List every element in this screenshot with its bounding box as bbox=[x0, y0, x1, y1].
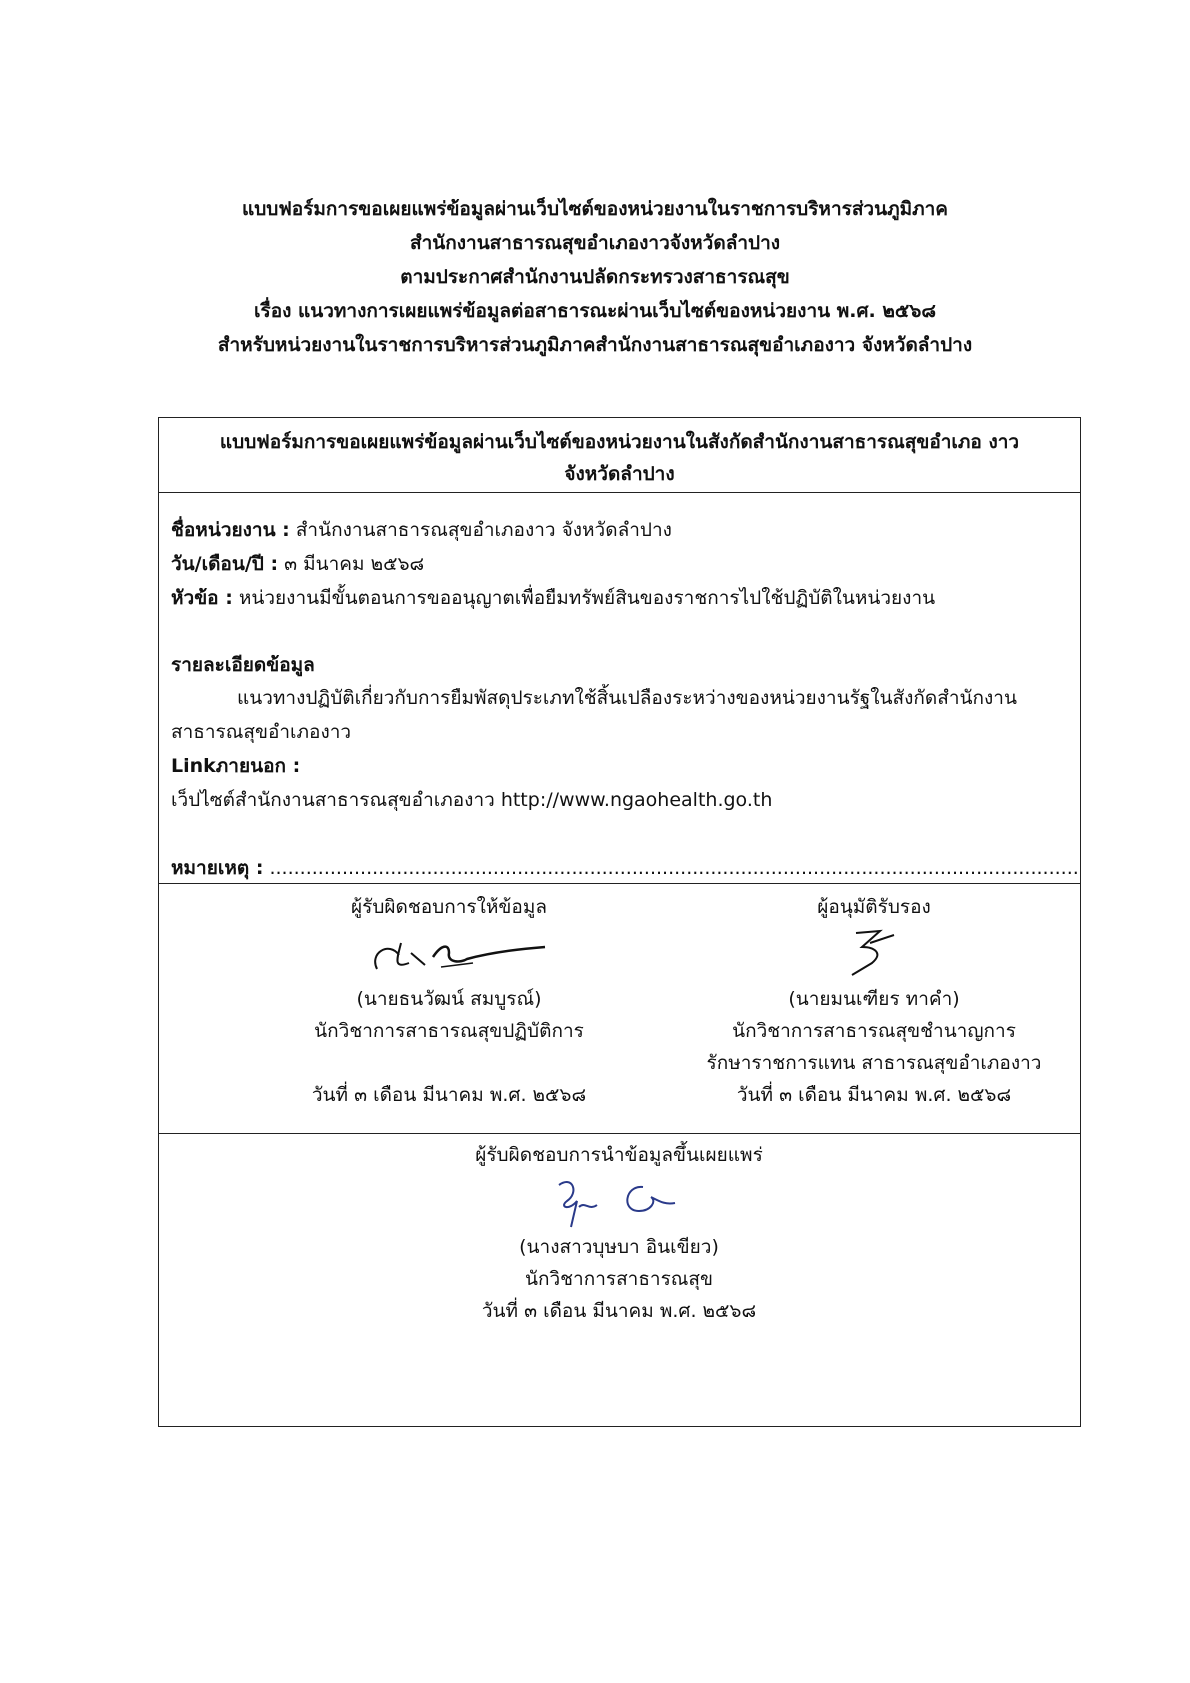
unit-label: ชื่อหน่วยงาน : bbox=[171, 519, 290, 541]
header-line-2: สำนักงานสาธารณสุขอำเภองาวจังหวัดลำปาง bbox=[409, 232, 781, 254]
header-line-3: ตามประกาศสำนักงานปลัดกระทรวงสาธารณสุข bbox=[400, 266, 790, 288]
form-title-line-1: แบบฟอร์มการขอเผยแพร่ข้อมูลผ่านเว็บไซต์ของหน่วยงานในสังกัดสำนักงานสาธารณสุขอำเภอ งาว bbox=[219, 431, 1020, 453]
remark-field bbox=[171, 853, 1079, 883]
form-title-row bbox=[159, 418, 1080, 493]
approver-signature-image bbox=[814, 923, 934, 983]
topic-field bbox=[171, 583, 935, 613]
link-value: เว็ปไซต์สำนักงานสาธารณสุขอำเภองาว http://www.ngaohealth.go.th bbox=[171, 789, 773, 811]
provider-position: นักวิชาการสาธารณสุขปฏิบัติการ bbox=[314, 1020, 584, 1042]
approver-signature-block bbox=[689, 891, 1059, 1111]
approver-name: (นายมนเฑียร ทาคำ) bbox=[788, 988, 960, 1010]
signature-divider-bottom bbox=[159, 1133, 1080, 1134]
detail-line-2: สาธารณสุขอำเภองาว bbox=[171, 721, 352, 743]
approver-date: วันที่ ๓ เดือน มีนาคม พ.ศ. ๒๕๖๘ bbox=[736, 1084, 1012, 1106]
publication-form-table bbox=[158, 417, 1081, 1427]
form-title-line-2: จังหวัดลำปาง bbox=[564, 463, 675, 485]
approver-position: นักวิชาการสาธารณสุขชำนาญการ bbox=[732, 1020, 1016, 1042]
unit-field bbox=[171, 515, 672, 545]
remark-dots: ...................................................................................................................................... bbox=[269, 857, 1079, 879]
header-line-4: เรื่อง แนวทางการเผยแพร่ข้อมูลต่อสาธารณะผ่านเว็บไซต์ของหน่วยงาน พ.ศ. ๒๕๖๘ bbox=[254, 300, 936, 322]
detail-heading bbox=[171, 650, 315, 680]
detail-line-1: แนวทางปฏิบัติเกี่ยวกับการยืมพัสดุประเภทใช้สิ้นเปลืองระหว่างของหน่วยงานรัฐในสังกัดสำนักงาน bbox=[237, 687, 1017, 709]
form-info-row bbox=[159, 493, 1080, 1339]
signature-divider-top bbox=[159, 883, 1080, 884]
publisher-name: (นางสาวบุษบา อินเขียว) bbox=[519, 1236, 719, 1258]
provider-signature-image bbox=[349, 923, 549, 983]
provider-signature-block bbox=[269, 891, 629, 1111]
date-value: ๓ มีนาคม ๒๕๖๘ bbox=[278, 553, 425, 575]
provider-role: ผู้รับผิดชอบการให้ข้อมูล bbox=[351, 896, 547, 918]
topic-label: หัวข้อ : bbox=[171, 587, 233, 609]
detail-label: รายละเอียดข้อมูล bbox=[171, 654, 315, 676]
publisher-position: นักวิชาการสาธารณสุข bbox=[524, 1268, 714, 1290]
date-field bbox=[171, 549, 424, 579]
link-label: Linkภายนอก : bbox=[171, 755, 301, 777]
header-line-5: สำหรับหน่วยงานในราชการบริหารส่วนภูมิภาคสำนักงานสาธารณสุขอำเภองาว จังหวัดลำปาง bbox=[217, 334, 973, 356]
approver-role: ผู้อนุมัติรับรอง bbox=[817, 896, 931, 918]
provider-date: วันที่ ๓ เดือน มีนาคม พ.ศ. ๒๕๖๘ bbox=[311, 1084, 587, 1106]
link-heading bbox=[171, 751, 300, 781]
approver-acting: รักษาราชการแทน สาธารณสุขอำเภองาว bbox=[706, 1052, 1042, 1074]
topic-value: หน่วยงานมีขั้นตอนการขออนุญาตเพื่อยืมทรัพย์สินของราชการไปใช้ปฏิบัติในหน่วยงาน bbox=[232, 587, 936, 609]
remark-label: หมายเหตุ : bbox=[171, 857, 264, 879]
date-label: วัน/เดือน/ปี : bbox=[171, 553, 279, 575]
document-header bbox=[0, 192, 1190, 362]
publisher-date: วันที่ ๓ เดือน มีนาคม พ.ศ. ๒๕๖๘ bbox=[481, 1300, 757, 1322]
publisher-role: ผู้รับผิดชอบการนำข้อมูลขึ้นเผยแพร่ bbox=[475, 1144, 763, 1166]
publisher-signature-block bbox=[389, 1139, 849, 1327]
publisher-signature-image bbox=[539, 1171, 699, 1231]
provider-name: (นายธนวัฒน์ สมบูรณ์) bbox=[356, 988, 542, 1010]
header-line-1: แบบฟอร์มการขอเผยแพร่ข้อมูลผ่านเว็บไซต์ของหน่วยงานในราชการบริหารส่วนภูมิภาค bbox=[241, 198, 949, 220]
unit-value: สำนักงานสาธารณสุขอำเภองาว จังหวัดลำปาง bbox=[289, 519, 672, 541]
